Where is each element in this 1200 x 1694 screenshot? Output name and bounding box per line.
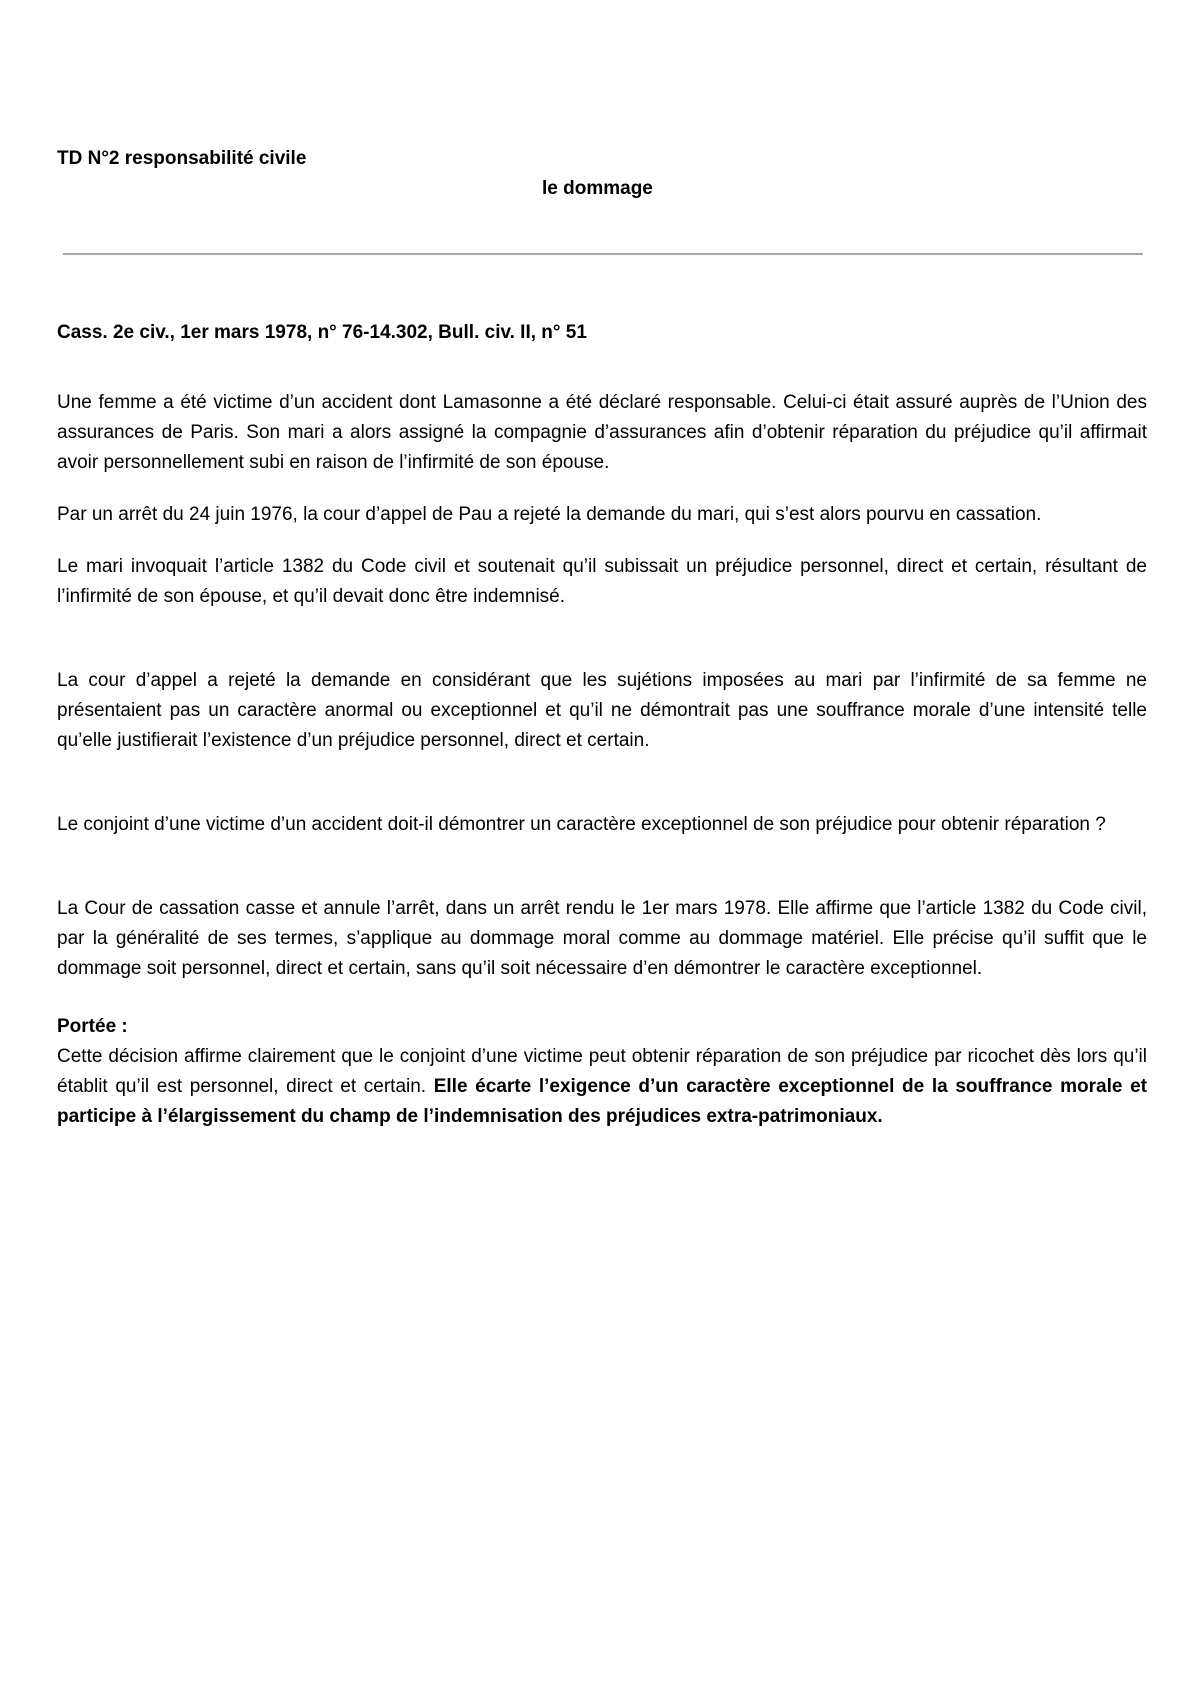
portee-text: Cette décision affirme clairement que le conjoint d’une victime peut obtenir réparation de son préjudice par ricochet dès lors qu’il établit qu’il est personnel, direct et certain. bbox=[57, 1046, 1147, 1097]
document-subtitle: le dommage bbox=[542, 178, 653, 199]
paragraph-pretentions: Le mari invoquait l’article 1382 du Code civil et soutenait qu’il subissait un préjudice personnel, direct et certain, résultant de l’infirmité de son épouse, et qu’il devait donc être indemnisé. bbox=[57, 556, 1147, 607]
paragraph-faits: Une femme a été victime d’un accident dont Lamasonne a été déclaré responsable. Celui-ci était assuré auprès de l’Union des assurances de Paris. Son mari a alors assigné la compagnie d’assurances afin d’obtenir réparation du préjudice qu’il affirmait avoir personnellement subi en raison de l’infirmité de son épouse. bbox=[57, 392, 1147, 473]
document-body bbox=[57, 318, 1147, 1132]
paragraph-probleme: Le conjoint d’une victime d’un accident doit-il démontrer un caractère exceptionnel de son préjudice pour obtenir réparation ? bbox=[57, 814, 1106, 835]
paragraph-portee bbox=[57, 1042, 1147, 1132]
paragraph-procedure: Par un arrêt du 24 juin 1976, la cour d’appel de Pau a rejeté la demande du mari, qui s’est alors pourvu en cassation. bbox=[57, 504, 1042, 525]
paragraph-solution: La Cour de cassation casse et annule l’arrêt, dans un arrêt rendu le 1er mars 1978. Elle affirme que l’article 1382 du Code civil, par la généralité de ses termes, s’applique au dommage moral comme au dommage matériel. Elle précise qu’il suffit que le dommage soit personnel, direct et certain, sans qu’il soit nécessaire d’en démontrer le caractère exceptionnel. bbox=[57, 898, 1147, 979]
portee-label: Portée : bbox=[57, 1016, 128, 1037]
paragraph-cour-appel: La cour d’appel a rejeté la demande en considérant que les sujétions imposées au mari par l’infirmité de sa femme ne présentaient pas un caractère anormal ou exceptionnel et qu’il ne démontrait pas une souffrance morale d’une intensité telle qu’elle justifierait l’existence d’un préjudice personnel, direct et certain. bbox=[57, 670, 1147, 751]
horizontal-divider bbox=[63, 253, 1143, 255]
portee-text-bold: Elle écarte l’exigence d’un caractère exceptionnel de la souffrance morale et participe à l’élargissement du champ de l’indemnisation des préjudices extra-patrimoniaux. bbox=[57, 1076, 1147, 1127]
case-reference: Cass. 2e civ., 1er mars 1978, n° 76-14.302, Bull. civ. II, n° 51 bbox=[57, 322, 587, 343]
document-title: TD N°2 responsabilité civile bbox=[57, 148, 307, 169]
